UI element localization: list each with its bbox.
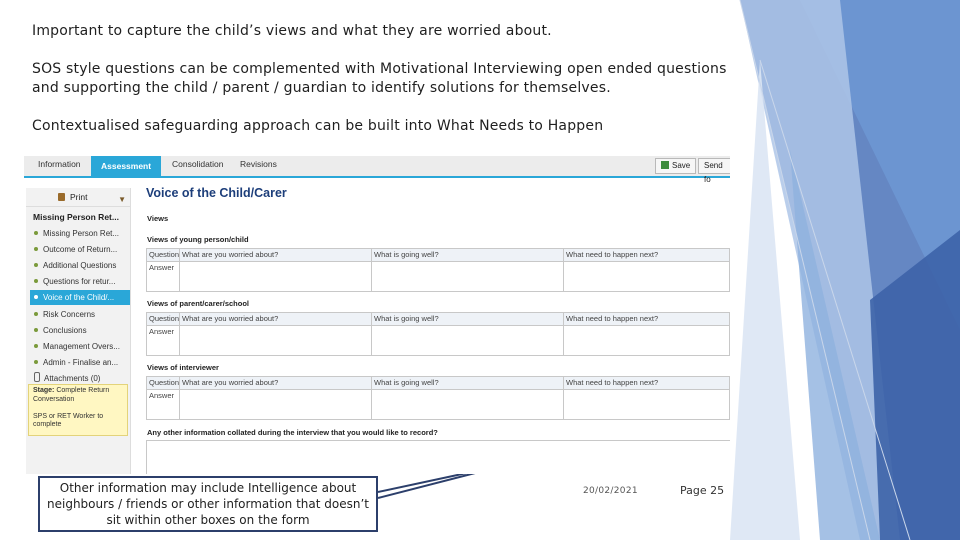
sidebar-item-admin[interactable] (30, 355, 130, 370)
sidebar-item-label: Management Overs... (43, 342, 120, 351)
tab-revisions[interactable]: Revisions (240, 159, 277, 169)
bullet-icon (34, 295, 38, 299)
answer-field-going-well[interactable] (372, 326, 564, 356)
bullet-icon (34, 360, 38, 364)
question-label: Question (147, 313, 180, 326)
bullet-icon (34, 247, 38, 251)
answer-field-going-well[interactable] (372, 390, 564, 420)
answer-field-next[interactable] (564, 262, 730, 292)
page-number: Page 25 (680, 484, 725, 497)
bullet-icon (34, 279, 38, 283)
answer-field-worried[interactable] (180, 326, 372, 356)
tab-assessment[interactable]: Assessment (91, 156, 161, 176)
views-table-child (146, 248, 730, 292)
sidebar-item-conclusions[interactable] (30, 323, 130, 338)
answer-field-next[interactable] (564, 326, 730, 356)
views-table-interviewer (146, 376, 730, 420)
question-going-well: What is going well? (372, 249, 564, 262)
sidebar-item-label: Questions for retur... (43, 277, 116, 286)
page-title: Voice of the Child/Carer (146, 186, 287, 200)
views-table-parent (146, 312, 730, 356)
sidebar-item-outcome[interactable] (30, 242, 130, 257)
other-info-field[interactable] (146, 440, 730, 474)
question-next: What need to happen next? (564, 377, 730, 390)
tab-consolidation[interactable]: Consolidation (172, 159, 224, 169)
sidebar-item-label: Voice of the Child/... (43, 293, 115, 302)
answer-field-worried[interactable] (180, 390, 372, 420)
answer-label: Answer (147, 262, 180, 292)
sidebar-item-label: Missing Person Ret... (43, 229, 120, 238)
print-button[interactable] (26, 188, 130, 207)
question-label: Question (147, 377, 180, 390)
slide-line-3: Contextualised safeguarding approach can be built into What Needs to Happen (32, 118, 604, 134)
bullet-icon (34, 344, 38, 348)
stage-label: Stage: (33, 387, 55, 394)
sidebar-item-label: Admin - Finalise an... (43, 358, 119, 367)
slide-line-1: Important to capture the child’s views and what they are worried about. (32, 23, 552, 39)
answer-label: Answer (147, 326, 180, 356)
question-going-well: What is going well? (372, 313, 564, 326)
sidebar-item-label: Outcome of Return... (43, 245, 118, 254)
question-worried: What are you worried about? (180, 249, 372, 262)
sidebar (26, 188, 131, 474)
tab-information[interactable]: Information (38, 159, 81, 169)
stage-text: Complete Return Conversation (33, 387, 110, 403)
callout-text: Other information may include Intelligence about neighbours / friends or other information that doesn’t sit within other boxes on the form (47, 481, 369, 527)
views-label: Views (147, 214, 169, 223)
bullet-icon (34, 328, 38, 332)
answer-field-going-well[interactable] (372, 262, 564, 292)
question-next: What need to happen next? (564, 313, 730, 326)
slide-date: 20/02/2021 (583, 486, 638, 496)
bullet-icon (34, 312, 38, 316)
form-main (140, 186, 730, 474)
pin-icon[interactable]: ▼ (118, 195, 126, 204)
sidebar-item-label: Additional Questions (43, 261, 117, 270)
answer-field-worried[interactable] (180, 262, 372, 292)
sidebar-heading: Missing Person Ret... (33, 212, 119, 222)
answer-label: Answer (147, 390, 180, 420)
send-button[interactable]: Send fo (698, 158, 730, 174)
answer-field-next[interactable] (564, 390, 730, 420)
print-icon (58, 193, 65, 201)
sidebar-item-questions-return[interactable] (30, 274, 130, 289)
slide-line-2a: SOS style questions can be complemented with Motivational Interviewing open ended questions (32, 61, 727, 77)
print-label: Print (70, 192, 88, 202)
sidebar-item-label: Risk Concerns (43, 310, 96, 319)
question-next: What need to happen next? (564, 249, 730, 262)
sidebar-item-label: Conclusions (43, 326, 87, 335)
question-worried: What are you worried about? (180, 377, 372, 390)
question-going-well: What is going well? (372, 377, 564, 390)
save-label: Save (672, 161, 691, 170)
section-heading-child: Views of young person/child (147, 235, 249, 244)
callout-box (38, 476, 378, 532)
slide-line-2b: and supporting the child / parent / guardian to identify solutions for themselves. (32, 80, 611, 96)
save-icon (661, 161, 669, 169)
tab-bar (24, 156, 730, 184)
stage-note: SPS or RET Worker to complete (33, 412, 104, 428)
other-info-question: Any other information collated during the interview that you would like to record? (147, 428, 438, 437)
paperclip-icon (34, 372, 40, 382)
sidebar-item-additional-questions[interactable] (30, 258, 130, 273)
sidebar-item-voice-of-child[interactable] (30, 290, 130, 305)
section-heading-parent: Views of parent/carer/school (147, 299, 249, 308)
sidebar-item-management[interactable] (30, 339, 130, 354)
question-worried: What are you worried about? (180, 313, 372, 326)
section-heading-interviewer: Views of interviewer (147, 363, 219, 372)
app-screenshot (24, 152, 730, 474)
sidebar-item-missing-person[interactable] (30, 226, 130, 241)
save-button[interactable] (655, 158, 696, 174)
sidebar-item-label: Attachments (0) (44, 374, 101, 383)
question-label: Question (147, 249, 180, 262)
bullet-icon (34, 231, 38, 235)
bullet-icon (34, 263, 38, 267)
stage-info-box (28, 384, 128, 436)
sidebar-item-risk-concerns[interactable] (30, 307, 130, 322)
